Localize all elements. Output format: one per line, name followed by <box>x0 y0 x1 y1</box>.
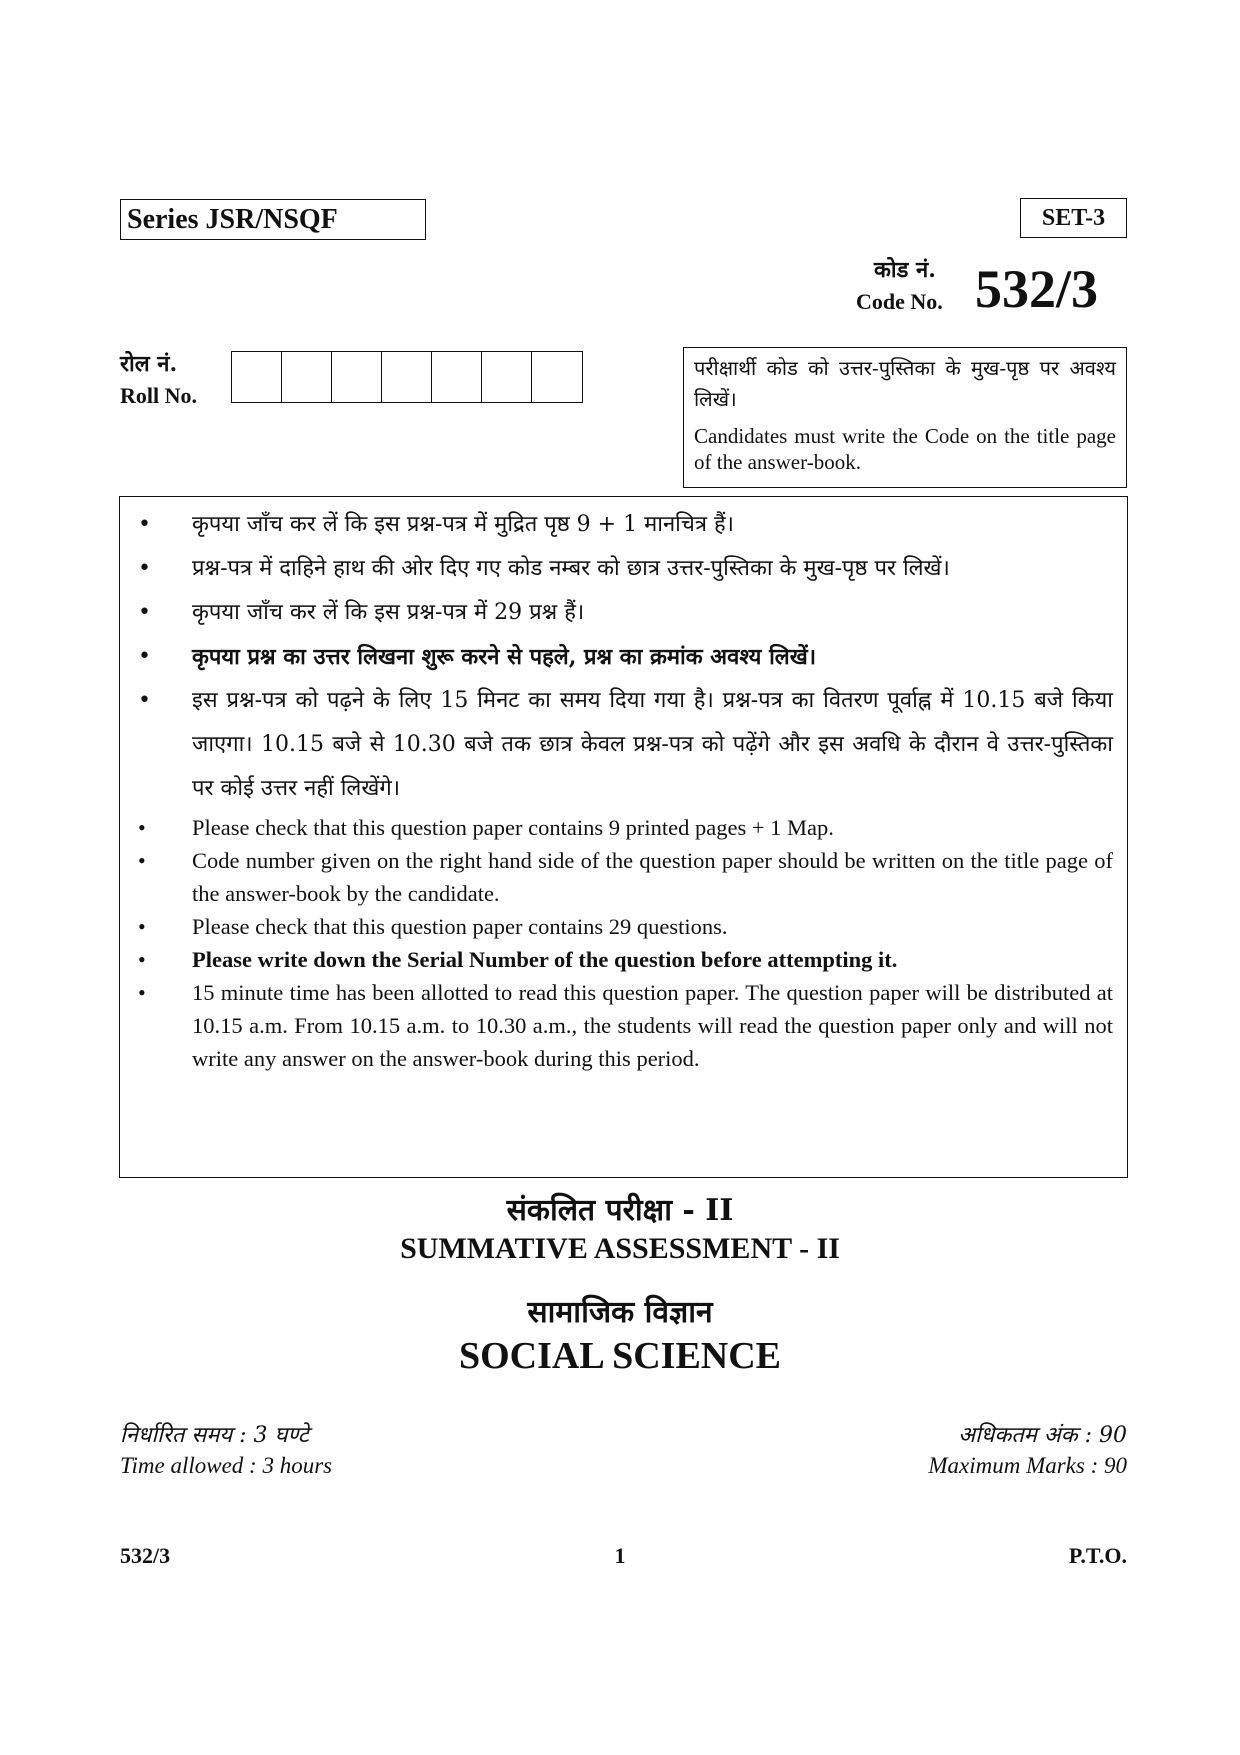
bullet: • <box>138 914 146 939</box>
instruction-item <box>132 910 1113 943</box>
instruction-item <box>132 547 1113 591</box>
time-allowed-english: Time allowed : 3 hours <box>120 1453 333 1478</box>
please-turn-over: P.T.O. <box>1068 1543 1127 1568</box>
bullet: • <box>138 815 146 840</box>
roll-label-hindi: रोल नं. <box>120 351 178 377</box>
candidate-note-box <box>683 347 1127 488</box>
instruction-item <box>132 811 1113 844</box>
instruction-item <box>132 844 1113 910</box>
instruction-text-hindi: कृपया प्रश्न का उत्तर लिखना शुरू करने से पहले, प्रश्न का क्रमांक अवश्य लिखें। <box>192 644 817 670</box>
instruction-text-english: Please write down the Serial Number of the question before attempting it. <box>192 947 898 972</box>
code-label-hindi: कोड नं. <box>874 257 936 283</box>
time-allowed-hindi: निर्धारित समय : 3 घण्टे <box>120 1423 309 1448</box>
roll-number-box <box>382 352 432 402</box>
roll-number-boxes <box>231 351 583 403</box>
instruction-item <box>132 503 1113 547</box>
roll-number-box <box>482 352 532 402</box>
instruction-item <box>132 635 1113 679</box>
max-marks-english: Maximum Marks : 90 <box>928 1453 1127 1478</box>
candidate-note-hindi: परीक्षार्थी कोड को उत्तर-पुस्तिका के मुख-पृष्ठ पर अवश्य लिखें। <box>694 356 1116 411</box>
set-label: SET-3 <box>1020 198 1127 238</box>
code-label-english: Code No. <box>856 289 943 314</box>
instruction-text-english: Please check that this question paper contains 29 questions. <box>192 914 728 939</box>
instruction-text-hindi: प्रश्न-पत्र में दाहिने हाथ की ओर दिए गए कोड नम्बर को छात्र उत्तर-पुस्तिका के मुख-पृष्ठ पर लिखें। <box>192 556 950 581</box>
max-marks-hindi: अधिकतम अंक : 90 <box>958 1423 1127 1448</box>
series-label: Series JSR/NSQF <box>120 199 426 240</box>
exam-title-english: SUMMATIVE ASSESSMENT - II <box>400 1232 840 1265</box>
bullet: • <box>138 848 146 873</box>
instruction-text-hindi: कृपया जाँच कर लें कि इस प्रश्न-पत्र में मुद्रित पृष्ठ 9 + 1 मानचित्र हैं। <box>192 512 734 537</box>
candidate-note-english: Candidates must write the Code on the title page of the answer-book. <box>694 424 1116 474</box>
bullet: • <box>138 947 146 972</box>
subject-title-hindi: सामाजिक विज्ञान <box>527 1295 713 1330</box>
instruction-text-english: Please check that this question paper contains 9 printed pages + 1 Map. <box>192 815 834 840</box>
bullet: • <box>138 512 151 537</box>
instruction-text-hindi: कृपया जाँच कर लें कि इस प्रश्न-पत्र में 29 प्रश्न हैं। <box>192 600 585 625</box>
instruction-text-english: 15 minute time has been allotted to read this question paper. The question paper will be distributed at 10.15 a.m. From 10.15 a.m. to 10.30 a.m., the students will read the question paper only and will not write any answer on the answer-book during this period. <box>192 980 1113 1071</box>
instructions-box <box>119 496 1128 1178</box>
roll-number-box <box>532 352 582 402</box>
instruction-item <box>132 943 1113 976</box>
instruction-text-english: Code number given on the right hand side of the question paper should be written on the title page of the answer-book by the candidate. <box>192 848 1113 906</box>
instruction-item <box>132 976 1113 1075</box>
bullet: • <box>138 980 146 1005</box>
roll-number-box <box>232 352 282 402</box>
bullet: • <box>138 644 151 669</box>
footer-code: 532/3 <box>120 1543 171 1568</box>
bullet: • <box>138 600 151 625</box>
roll-number-box <box>282 352 332 402</box>
exam-title-hindi: संकलित परीक्षा - II <box>506 1193 734 1228</box>
bullet: • <box>138 556 151 581</box>
page-number: 1 <box>614 1543 626 1568</box>
subject-title-english: SOCIAL SCIENCE <box>458 1335 782 1377</box>
instruction-item <box>132 591 1113 635</box>
roll-label-english: Roll No. <box>120 383 197 408</box>
instruction-item <box>132 679 1113 811</box>
code-number: 532/3 <box>975 259 1099 319</box>
instruction-text-hindi: इस प्रश्न-पत्र को पढ़ने के लिए 15 मिनट का समय दिया गया है। प्रश्न-पत्र का वितरण पूर्वाह्न में 10.15 बजे किया जाएगा। 10.15 बजे से 10.30 बजे तक छात्र केवल प्रश्न-पत्र को पढ़ेंगे और इस अवधि के दौरान वे उत्तर-पुस्तिका पर कोई उत्तर नहीं लिखेंगे। <box>192 688 1113 801</box>
roll-number-box <box>332 352 382 402</box>
bullet: • <box>138 688 151 713</box>
roll-number-box <box>432 352 482 402</box>
